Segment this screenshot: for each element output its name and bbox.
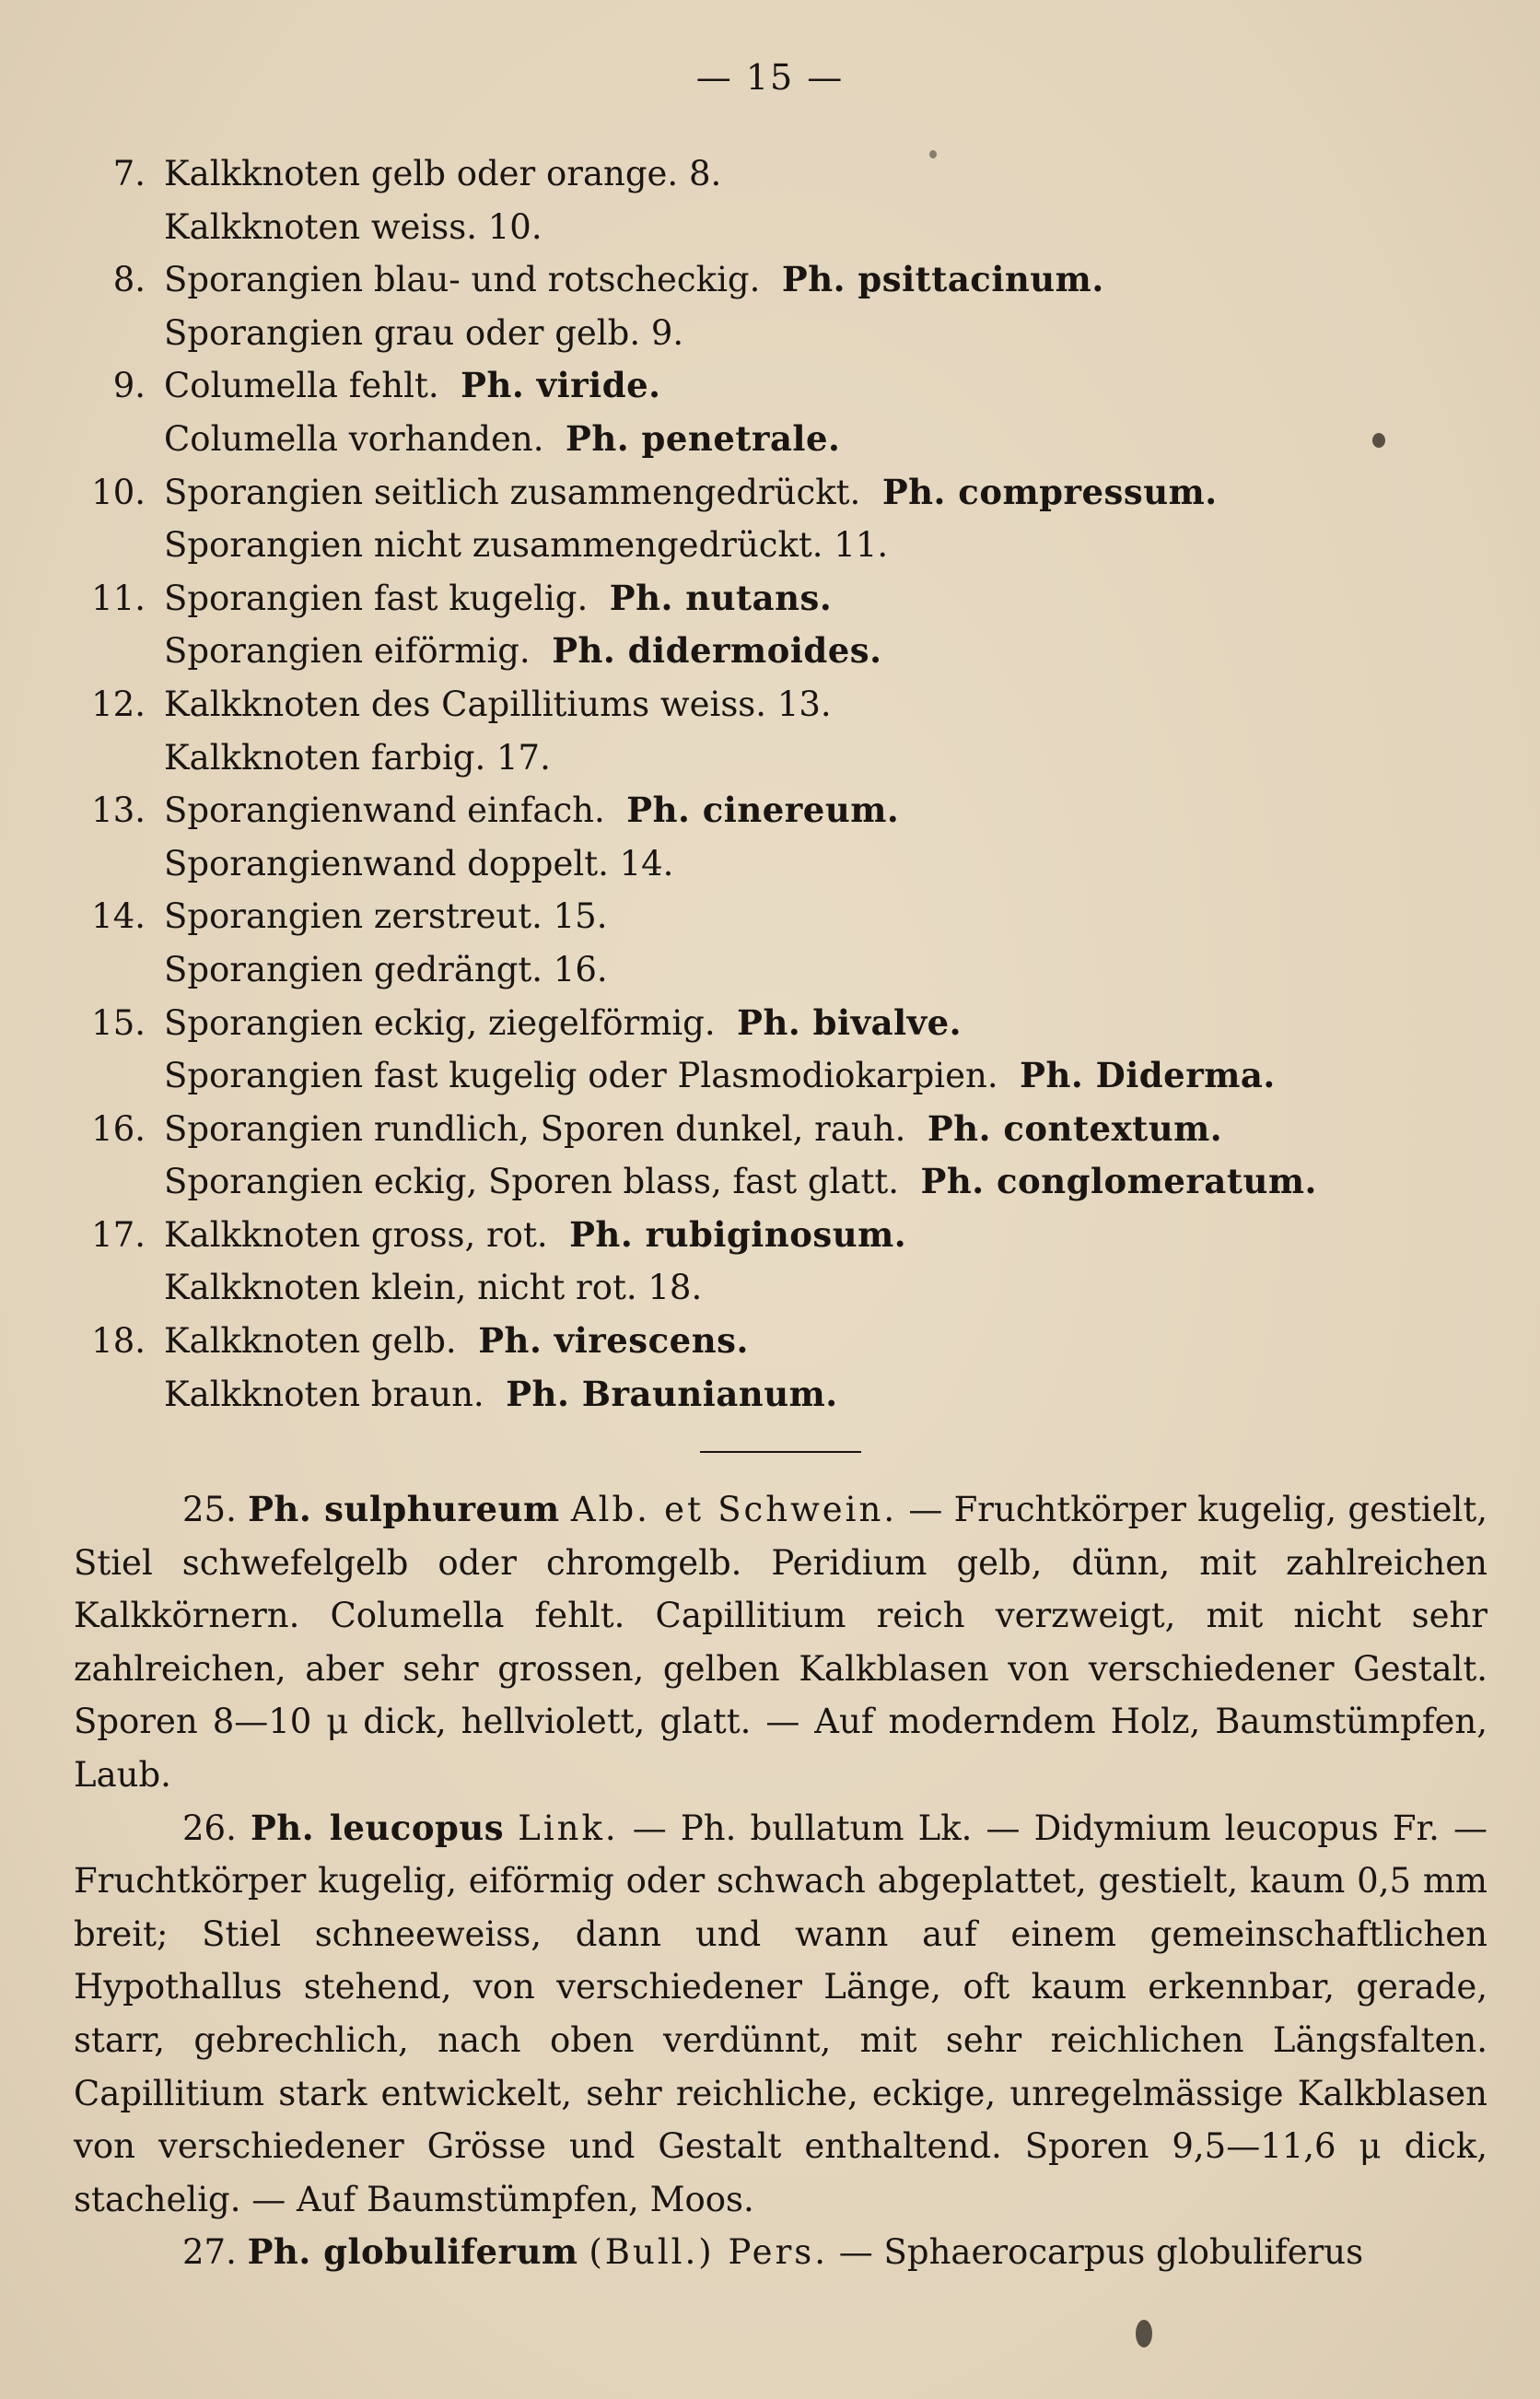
key-number: 7. — [112, 154, 146, 193]
page-number: — 15 — — [695, 57, 845, 98]
key-line — [64, 253, 1501, 307]
key-line — [64, 1155, 1501, 1209]
identification-key — [64, 147, 1501, 1421]
key-line — [64, 572, 1501, 626]
key-number: 14. — [91, 896, 146, 937]
key-line — [64, 1261, 1501, 1315]
key-species-name: Ph. compressum. — [881, 471, 1218, 512]
entry-text: — Fruchtkörper kugelig, gestielt, Stiel schwefelgelb oder chromgelb. Peridium gelb, dünn, mit zahlreichen Kalkkörnern. Columella fehlt. Capillitium reich verzweigt, mit nicht sehr zahlreichen, aber sehr grossen, gelben Kalkblasen von verschiedener Gestalt. Sporen 8—10 μ dick, hellviolett, glatt. — Auf moderndem Holz, Baumstümpfen, Laub. — [74, 1490, 1488, 1795]
entry-author: (Bull.) Pers. — [589, 2232, 829, 2273]
key-text: Sporangien grau oder gelb. 9. — [164, 312, 684, 353]
key-line — [64, 678, 1501, 731]
key-number: 17. — [91, 1214, 146, 1255]
key-number: 12. — [91, 684, 146, 724]
key-species-name: Ph. Braunianum. — [506, 1373, 838, 1414]
key-species-name: Ph. penetrale. — [566, 417, 841, 459]
key-text: Sporangien fast kugelig oder Plasmodiokarpien. — [164, 1056, 998, 1096]
entry-number: 26. — [182, 1808, 237, 1848]
key-number: 11. — [91, 578, 146, 618]
species-description — [74, 1802, 1488, 2227]
key-text: Sporangienwand doppelt. 14. — [164, 843, 674, 884]
entry-species-name: Ph. sulphureum — [248, 1489, 560, 1529]
key-text: Sporangien eckig, Sporen blass, fast glatt. — [164, 1162, 899, 1202]
key-text: Kalkknoten klein, nicht rot. 18. — [164, 1268, 703, 1308]
key-species-name: Ph. cinereum. — [626, 790, 900, 831]
entry-author: Link. — [518, 1808, 619, 1848]
key-number: 8. — [112, 260, 146, 300]
key-number: 13. — [91, 790, 146, 831]
key-species-name: Ph. didermoides. — [552, 630, 882, 672]
key-line — [64, 147, 1501, 201]
key-text: Kalkknoten braun. — [164, 1374, 484, 1414]
entry-text: — Ph. bullatum Lk. — Didymium leucopus Fr. — Fruchtkörper kugelig, eiförmig oder schwach abgeplattet, gestielt, kaum 0,5 mm breit; Stiel schneeweiss, dann und wann auf einem gemeinschaftlichen Hypothallus stehend, von verschiedener Länge, oft kaum erkennbar, gerade, starr, gebrechlich, nach oben verdünnt, mit sehr reichlichen Längsfalten. Capillitium stark entwickelt, sehr reichliche, eckige, unregelmässige Kalkblasen von verschiedener Grösse und Gestalt enthaltend. Sporen 9,5—11,6 μ dick, stachelig. — Auf Baumstümpfen, Moos. — [74, 1808, 1488, 2219]
entry-species-name: Ph. leucopus — [250, 1807, 505, 1848]
key-number: 15. — [91, 1002, 146, 1043]
key-text: Sporangien zerstreut. 15. — [164, 896, 608, 937]
key-species-name: Ph. viride. — [461, 365, 661, 406]
key-text: Sporangien fast kugelig. — [164, 578, 589, 618]
key-line — [64, 1049, 1501, 1103]
species-description — [74, 1483, 1488, 1802]
key-text: Kalkknoten gross, rot. — [164, 1214, 548, 1255]
key-number: 16. — [91, 1108, 146, 1149]
key-text: Sporangien gedrängt. 16. — [164, 949, 608, 989]
key-line — [64, 784, 1501, 837]
key-line — [64, 837, 1501, 891]
section-divider — [700, 1451, 861, 1453]
key-line — [64, 359, 1501, 413]
key-text: Sporangien blau- und rotscheckig. — [164, 260, 761, 300]
key-line — [64, 519, 1501, 572]
key-text: Sporangien nicht zusammengedrückt. 11. — [164, 525, 889, 566]
key-text: Columella fehlt. — [164, 366, 439, 406]
key-line — [64, 997, 1501, 1050]
key-text: Kalkknoten gelb. — [164, 1321, 457, 1362]
key-text: Kalkknoten weiss. 10. — [164, 206, 542, 247]
key-species-name: Ph. conglomeratum. — [920, 1161, 1317, 1202]
species-descriptions — [74, 1483, 1488, 2279]
key-text: Kalkknoten farbig. 17. — [164, 737, 551, 778]
key-line — [64, 307, 1501, 360]
key-species-name: Ph. psittacinum. — [781, 259, 1104, 300]
key-number: 10. — [91, 472, 146, 512]
key-text: Sporangien eckig, ziegelförmig. — [164, 1002, 716, 1043]
key-line — [64, 1103, 1501, 1156]
key-text: Sporangien seitlich zusammengedrückt. — [164, 472, 861, 512]
key-text: Sporangien eiförmig. — [164, 631, 531, 672]
key-species-name: Ph. virescens. — [478, 1320, 749, 1362]
key-species-name: Ph. nutans. — [609, 577, 833, 618]
key-line — [64, 890, 1501, 943]
entry-text: — Sphaerocarpus globuliferus — [838, 2232, 1364, 2273]
ink-speck — [1372, 433, 1385, 448]
key-line — [64, 201, 1501, 254]
key-text: Columella vorhanden. — [164, 418, 544, 459]
key-line — [64, 625, 1501, 678]
key-species-name: Ph. contextum. — [927, 1107, 1223, 1149]
key-number: 9. — [112, 366, 146, 406]
key-species-name: Ph. Diderma. — [1020, 1055, 1276, 1096]
key-line — [64, 731, 1501, 785]
key-number: 18. — [91, 1321, 146, 1362]
key-species-name: Ph. rubiginosum. — [569, 1213, 907, 1255]
key-text: Kalkknoten gelb oder orange. 8. — [164, 154, 722, 193]
entry-number: 25. — [182, 1490, 237, 1529]
species-description — [74, 2226, 1488, 2279]
key-text: Sporangienwand einfach. — [164, 790, 605, 831]
key-line — [64, 1315, 1501, 1368]
key-line — [64, 943, 1501, 997]
key-species-name: Ph. bivalve. — [737, 1001, 962, 1043]
key-text: Sporangien rundlich, Sporen dunkel, rauh. — [164, 1108, 906, 1149]
ink-speck — [929, 150, 937, 158]
ink-speck — [1136, 2320, 1152, 2347]
key-text: Kalkknoten des Capillitiums weiss. 13. — [164, 684, 832, 724]
key-line — [64, 1209, 1501, 1262]
entry-number: 27. — [182, 2232, 237, 2273]
entry-author: Alb. et Schwein. — [570, 1490, 898, 1529]
entry-species-name: Ph. globuliferum — [247, 2231, 578, 2273]
key-line — [64, 413, 1501, 466]
key-line — [64, 466, 1501, 520]
key-line — [64, 1368, 1501, 1422]
